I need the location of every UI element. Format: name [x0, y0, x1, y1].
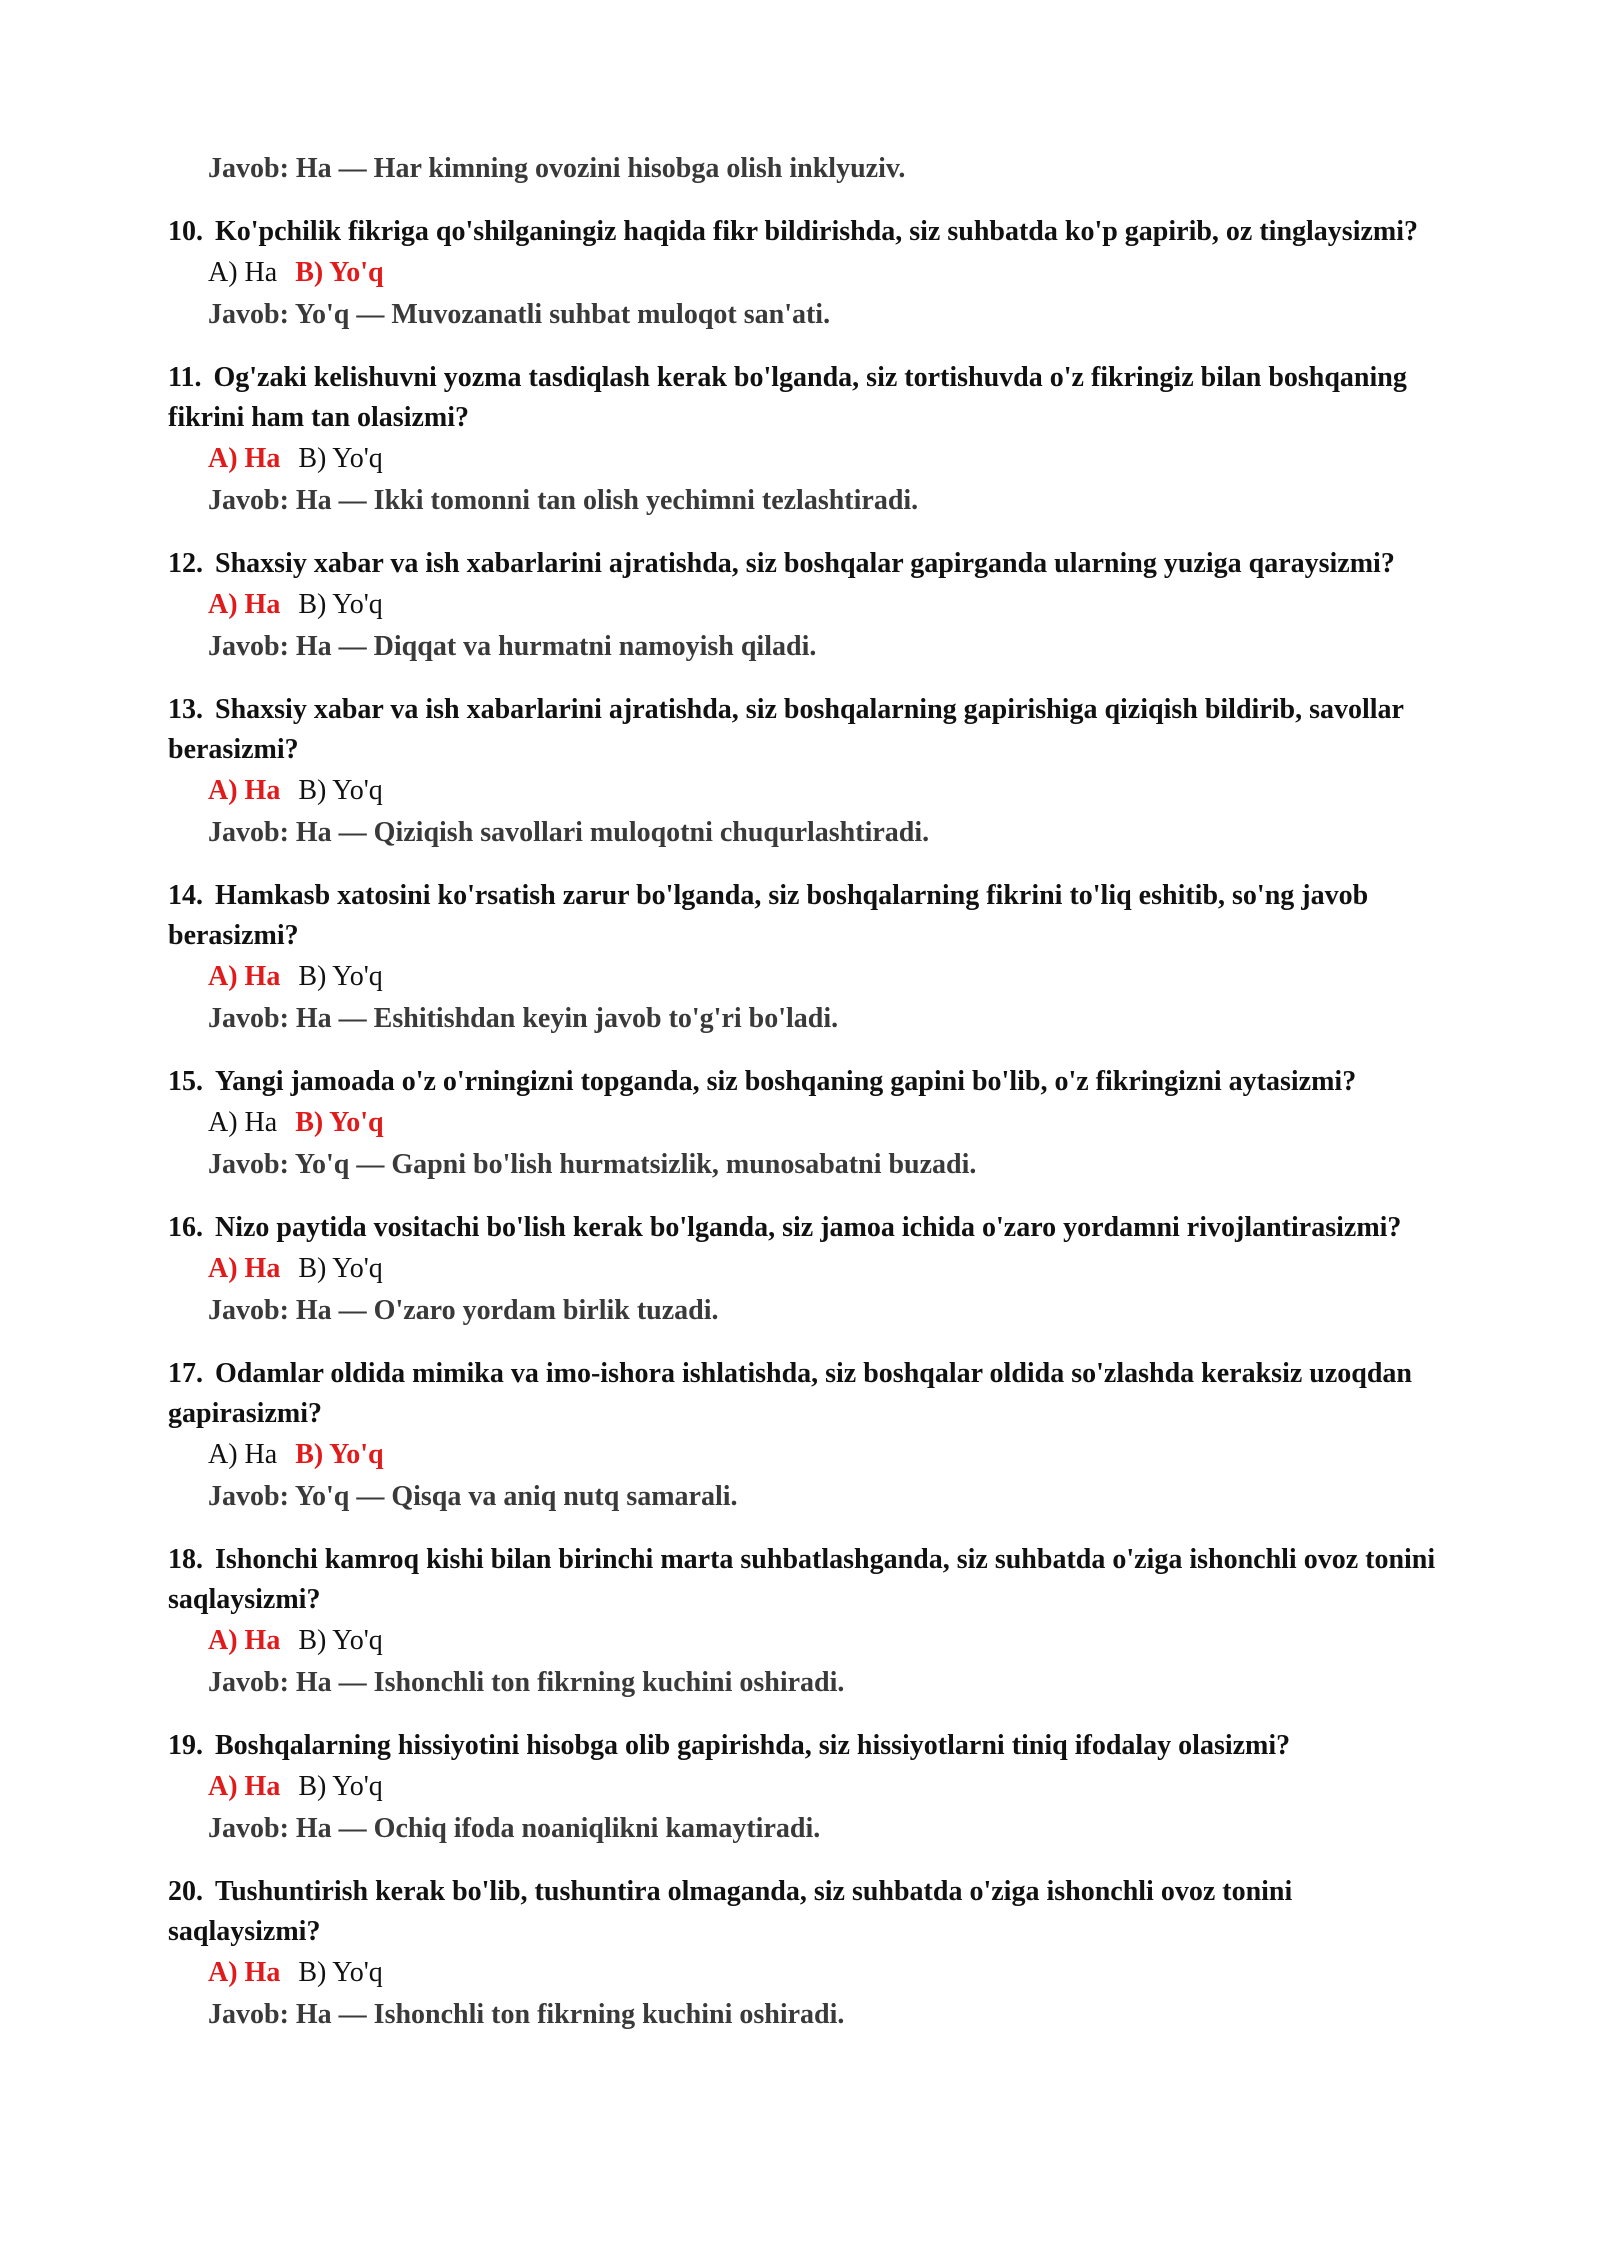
question-body: Hamkasb xatosini ko'rsatish zarur bo'lganda, siz boshqalarning fikrini to'liq eshitib, so'ng javob berasizmi? [168, 880, 1369, 951]
option-a: A) Ha [208, 257, 278, 288]
question-body: Odamlar oldida mimika va imo-ishora ishlatishda, siz boshqalar oldida so'zlashda keraksiz uzoqdan gapirasizmi? [168, 1358, 1412, 1429]
options-row [208, 438, 1440, 480]
answer-line: Javob: Ha — Ochiq ifoda noaniqlikni kamaytiradi. [208, 1813, 821, 1844]
answer-line: Javob: Yo'q — Qisqa va aniq nutq samarali. [208, 1481, 738, 1512]
question-text [168, 358, 1440, 438]
options-row [208, 584, 1440, 626]
answer-line: Javob: Ha — Eshitishdan keyin javob to'g'ri bo'ladi. [208, 1003, 839, 1034]
question-number: 16. [168, 1212, 203, 1243]
options-row [208, 956, 1440, 998]
question-text [168, 876, 1440, 956]
question-body: Shaxsiy xabar va ish xabarlarini ajratishda, siz boshqalar gapirganda ularning yuziga qaraysizmi? [215, 548, 1395, 579]
options-row [208, 1434, 1440, 1476]
answer-line: Javob: Ha — Diqqat va hurmatni namoyish qiladi. [208, 631, 817, 662]
question-item [168, 212, 1440, 336]
question-item [168, 358, 1440, 522]
question-number: 17. [168, 1358, 203, 1389]
question-number: 15. [168, 1066, 203, 1097]
question-item [168, 1872, 1440, 2036]
option-b: B) Yo'q [298, 1957, 383, 1988]
question-body: Yangi jamoada o'z o'rningizni topganda, siz boshqaning gapini bo'lib, o'z fikringizni aytasizmi? [215, 1066, 1357, 1097]
answer-line: Javob: Ha — O'zaro yordam birlik tuzadi. [208, 1295, 719, 1326]
question-body: Tushuntirish kerak bo'lib, tushuntira olmaganda, siz suhbatda o'ziga ishonchli ovoz tonini saqlaysizmi? [168, 1876, 1293, 1947]
option-a: A) Ha [208, 443, 281, 474]
question-item [168, 876, 1440, 1040]
question-number: 12. [168, 548, 203, 579]
question-text [168, 1872, 1440, 1952]
question-item [168, 1208, 1440, 1332]
option-a: A) Ha [208, 1253, 281, 1284]
option-b: B) Yo'q [298, 1771, 383, 1802]
question-number: 20. [168, 1876, 203, 1907]
question-item [168, 1726, 1440, 1850]
answer-line: Javob: Ha — Ishonchli ton fikrning kuchini oshiradi. [208, 1999, 845, 2030]
option-a: A) Ha [208, 961, 281, 992]
option-b: B) Yo'q [298, 775, 383, 806]
question-item [168, 690, 1440, 854]
question-body: Shaxsiy xabar va ish xabarlarini ajratishda, siz boshqalarning gapirishiga qiziqish bildirib, savollar berasizmi? [168, 694, 1404, 765]
question-text [168, 1726, 1440, 1766]
options-row [208, 1766, 1440, 1808]
question-number: 13. [168, 694, 203, 725]
option-a: A) Ha [208, 1625, 281, 1656]
question-text [168, 1062, 1440, 1102]
option-b: B) Yo'q [298, 961, 383, 992]
question-body: Ko'pchilik fikriga qo'shilganingiz haqida fikr bildirishda, siz suhbatda ko'p gapirib, oz tinglaysizmi? [215, 216, 1419, 247]
answer-line: Javob: Ha — Ishonchli ton fikrning kuchini oshiradi. [208, 1667, 845, 1698]
answer-line: Javob: Yo'q — Muvozanatli suhbat muloqot san'ati. [208, 299, 831, 330]
question-item [168, 1354, 1440, 1518]
question-body: Nizo paytida vositachi bo'lish kerak bo'lganda, siz jamoa ichida o'zaro yordamni rivojlantirasizmi? [215, 1212, 1402, 1243]
options-row [208, 1952, 1440, 1994]
question-number: 11. [168, 362, 202, 393]
question-item [168, 544, 1440, 668]
question-text [168, 1540, 1440, 1620]
option-b: B) Yo'q [298, 443, 383, 474]
question-number: 10. [168, 216, 203, 247]
option-b: B) Yo'q [295, 257, 384, 288]
option-b: B) Yo'q [298, 589, 383, 620]
answer-line: Javob: Ha — Ikki tomonni tan olish yechimni tezlashtiradi. [208, 485, 919, 516]
question-text [168, 1354, 1440, 1434]
question-text [168, 544, 1440, 584]
question-text [168, 212, 1440, 252]
options-row [208, 770, 1440, 812]
option-a: A) Ha [208, 1771, 281, 1802]
option-a: A) Ha [208, 1957, 281, 1988]
option-b: B) Yo'q [298, 1625, 383, 1656]
question-number: 18. [168, 1544, 203, 1575]
question-body: Boshqalarning hissiyotini hisobga olib gapirishda, siz hissiyotlarni tiniq ifodalay olasizmi? [215, 1730, 1291, 1761]
options-row [208, 252, 1440, 294]
question-number: 14. [168, 880, 203, 911]
option-b: B) Yo'q [298, 1253, 383, 1284]
option-a: A) Ha [208, 1107, 278, 1138]
option-a: A) Ha [208, 589, 281, 620]
question-number: 19. [168, 1730, 203, 1761]
question-text [168, 690, 1440, 770]
question-item [168, 1062, 1440, 1186]
options-row [208, 1248, 1440, 1290]
options-row [208, 1102, 1440, 1144]
option-a: A) Ha [208, 1439, 278, 1470]
question-body: Ishonchi kamroq kishi bilan birinchi marta suhbatlashganda, siz suhbatda o'ziga ishonchli ovoz tonini saqlaysizmi? [168, 1544, 1436, 1615]
answer-line: Javob: Yo'q — Gapni bo'lish hurmatsizlik, munosabatni buzadi. [208, 1149, 977, 1180]
option-b: B) Yo'q [295, 1107, 384, 1138]
question-item [168, 1540, 1440, 1704]
answer-line: Javob: Ha — Qiziqish savollari muloqotni chuqurlashtiradi. [208, 817, 930, 848]
question-body: Og'zaki kelishuvni yozma tasdiqlash kerak bo'lganda, siz tortishuvda o'z fikringiz bilan boshqaning fikrini ham tan olasizmi? [168, 362, 1407, 433]
options-row [208, 1620, 1440, 1662]
option-b: B) Yo'q [295, 1439, 384, 1470]
answer-line: Javob: Ha — Har kimning ovozini hisobga olish inklyuziv. [208, 153, 906, 184]
option-a: A) Ha [208, 775, 281, 806]
question-text [168, 1208, 1440, 1248]
